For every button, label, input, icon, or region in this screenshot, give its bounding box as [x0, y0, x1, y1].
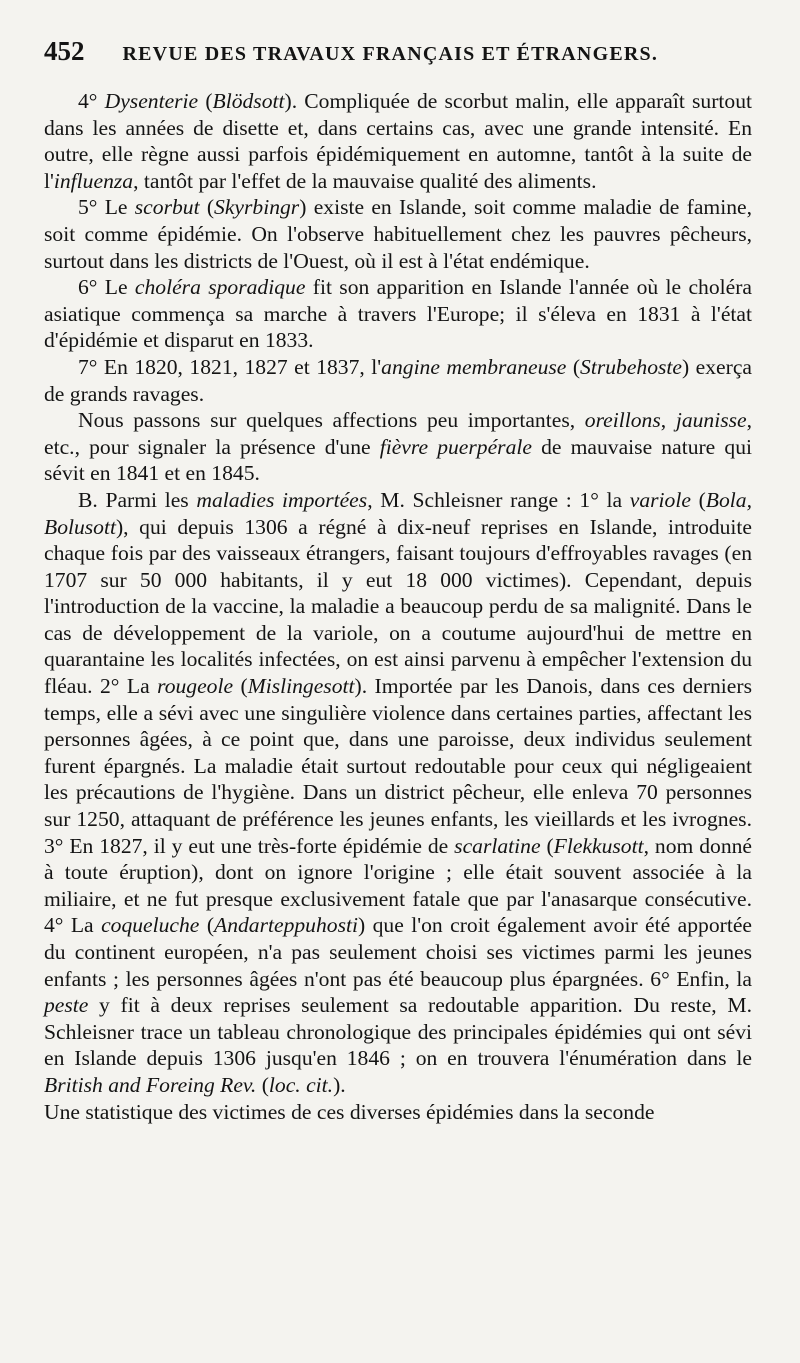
text-run: 7° En 1820, 1821, 1827 et 1837, l': [78, 354, 382, 379]
text-run: ). Compliquée de scorbut malin, elle apparaît surtout dans les années de disette et, dans certains cas, avec une grande intensité. En outre, elle règne aussi parfois épidémiquement en automne, tantôt à la suite de l': [44, 89, 752, 193]
paragraph-p4: [44, 354, 752, 407]
text-run: , tantôt par l'effet de la mauvaise qualité des aliments.: [133, 168, 597, 193]
italic-term: maladies importées: [196, 487, 368, 512]
italic-term: rougeole: [157, 674, 234, 699]
text-run: ). Importée par les Danois, dans ces derniers temps, elle a sévi avec une singulière violence dans certaines parties, affectant les personnes âgées, à ce point que, dans une paroisse, deux individus seulement furent épargnés. La maladie était surtout redoutable pour ceux qui négligeaient les précautions de l'hygiène. Dans un district pêcheur, elle enleva 70 personnes sur 1250, attaquant de préférence les jeunes enfants, les vieillards et les ivrognes. 3° En 1827, il y eut une très-forte épidémie de: [44, 674, 752, 858]
italic-term: influenza: [53, 168, 134, 193]
text-run: ), qui depuis 1306 a régné à dix-neuf reprises en Islande, introduite chaque fois par des vaisseaux étrangers, faisant toujours d'effroyables ravages (en 1707 sur 50 000 habitants, il y eut 18 000 victimes). Cependant, depuis l'introduction de la vaccine, la maladie a beaucoup perdu de sa malignité. Dans le cas de développement de la variole, on a coutume aujourd'hui de mettre en quarantaine les localités infectées, on est ainsi parvenu à empêcher l'extension du fléau. 2° La: [44, 514, 752, 699]
italic-term: scarlatine: [454, 833, 541, 858]
italic-term: Dysenterie: [104, 89, 199, 113]
running-header: [44, 36, 752, 82]
text-run: ,: [660, 408, 676, 433]
italic-term: Andarteppuhosti: [214, 913, 358, 938]
body-text: [44, 88, 752, 1125]
italic-term: fièvre puerpérale: [379, 434, 532, 459]
text-run: (: [690, 487, 706, 512]
text-run: fit son apparition en Islande l'année où le choléra asiatique commença sa marche à travers l'Europe; il s'éleva en 1831 à l'état d'épidémie et disparut en 1833.: [44, 275, 752, 353]
paragraph-p3: [44, 274, 752, 354]
text-run: (: [198, 89, 213, 113]
text-run: Une statistique des victimes de ces diverses épidémies dans la seconde: [44, 1099, 655, 1124]
italic-term: scorbut: [134, 195, 200, 220]
italic-term: jaunisse: [675, 408, 747, 433]
text-run: (: [256, 1072, 269, 1097]
italic-term: Flekkusott: [553, 833, 644, 858]
text-run: (: [199, 195, 215, 220]
text-run: (: [233, 674, 248, 699]
text-run: Nous passons sur quelques affections peu importantes,: [78, 408, 585, 433]
paragraph-p2: [44, 194, 752, 274]
italic-term: loc. cit.: [268, 1072, 334, 1097]
text-run: , etc., pour signaler la présence d'une: [44, 408, 753, 459]
italic-term: British and Foreing Rev.: [44, 1072, 257, 1097]
paragraph-p6: [44, 487, 752, 1099]
text-run: ).: [333, 1072, 346, 1097]
italic-term: coqueluche: [101, 913, 200, 938]
paragraph-p7: [44, 1099, 752, 1126]
italic-term: Mislingesott: [247, 674, 355, 699]
italic-term: Bola, Bolusott: [44, 487, 752, 539]
italic-term: Blödsott: [212, 89, 285, 113]
text-run: ) existe en Islande, soit comme maladie de famine, soit comme épidémie. On l'observe habituellement chez les pauvres pêcheurs, surtout dans les districts de l'Ouest, où il est à l'état endémique.: [44, 195, 753, 273]
italic-term: variole: [629, 487, 691, 512]
text-run: 5° Le: [78, 195, 135, 220]
italic-term: peste: [44, 993, 89, 1018]
running-title: REVUE DES TRAVAUX FRANÇAIS ET ÉTRANGERS.: [122, 43, 659, 65]
text-run: ) que l'on croit également avoir été apportée du continent européen, n'a pas seulement choisi ses victimes parmi les jeunes enfants ; les personnes âgées n'ont pas été beaucoup plus épargnées. 6° Enfin, la: [44, 913, 752, 991]
italic-term: angine membraneuse: [381, 354, 567, 379]
paragraph-p5: [44, 407, 752, 487]
italic-term: choléra sporadique: [134, 275, 306, 300]
paragraph-p1: [44, 88, 752, 194]
text-run: 6° Le: [78, 275, 135, 300]
italic-term: oreillons: [584, 408, 661, 433]
italic-term: Strubehoste: [580, 354, 682, 379]
text-run: B. Parmi les: [78, 487, 197, 512]
text-run: 4°: [78, 89, 105, 113]
text-run: y fit à deux reprises seulement sa redoutable apparition. Du reste, M. Schleisner trace un tableau chronologique des principales épidémies qui ont sévi en Islande depuis 1306 jusqu'en 1846 ; on en trouvera l'énumération dans le: [44, 993, 752, 1071]
text-run: (: [199, 913, 215, 938]
text-run: , nom donné à toute éruption), dont on ignore l'origine ; elle était souvent associée à la miliaire, et ne fut presque exclusivement fatale que par l'anasarque consécutive. 4° La: [44, 833, 753, 938]
page-number: 452: [44, 36, 85, 66]
text-run: , M. Schleisner range : 1° la: [367, 487, 630, 512]
text-run: de mauvaise nature qui sévit en 1841 et en 1845.: [44, 434, 752, 486]
text-run: (: [566, 354, 581, 379]
italic-term: Skyrbingr: [214, 195, 300, 220]
text-run: (: [540, 833, 554, 858]
text-run: ) exerça de grands ravages.: [44, 354, 752, 406]
